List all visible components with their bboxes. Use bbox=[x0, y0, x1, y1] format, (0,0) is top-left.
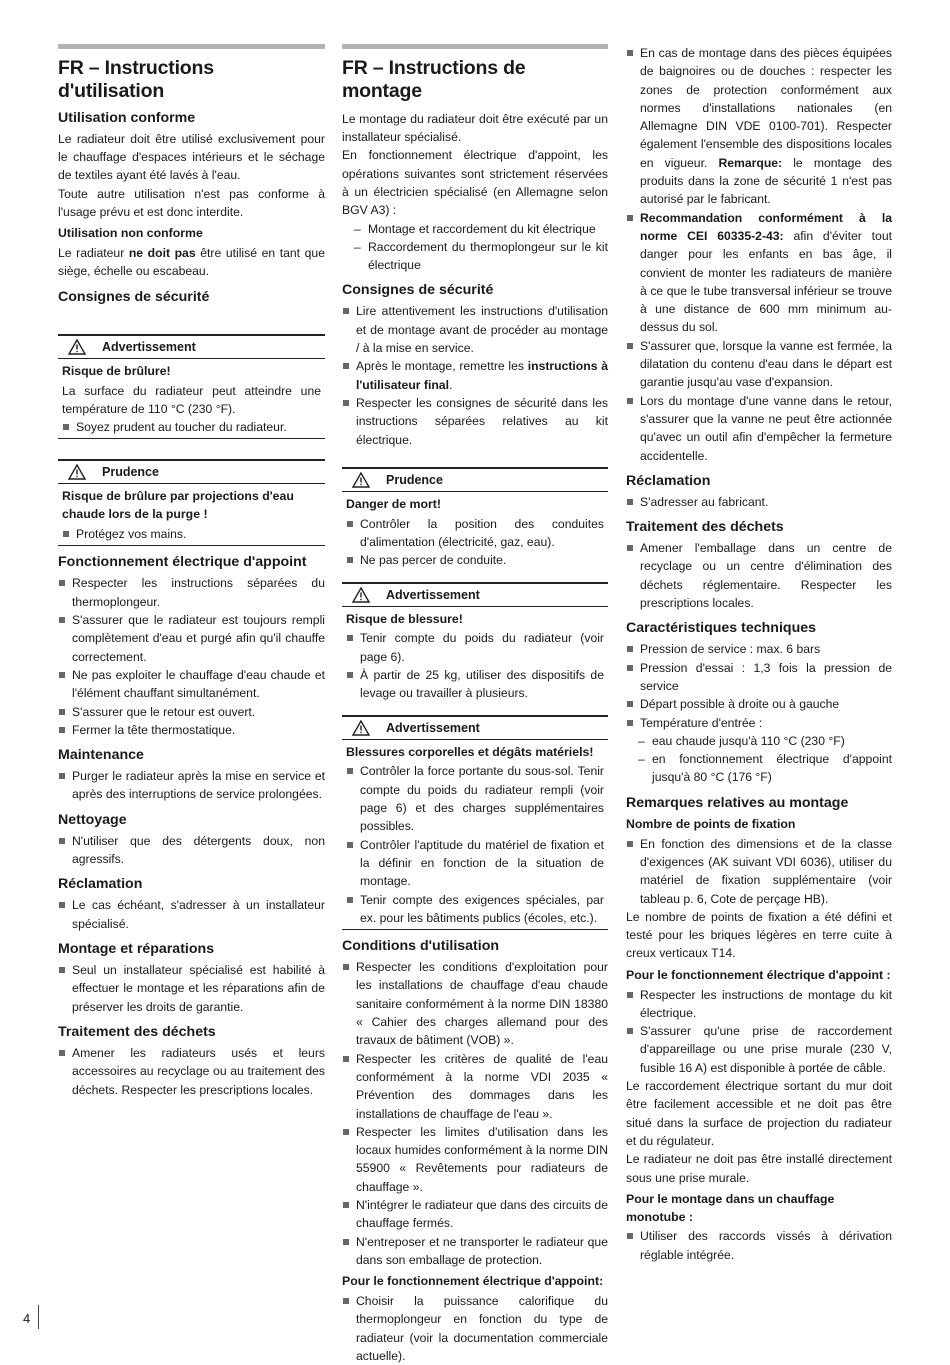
list-item bbox=[626, 44, 892, 209]
heading-claim: Réclamation bbox=[626, 472, 711, 489]
list-item: – Raccordement du thermoplongeur sur le kit électrique bbox=[342, 238, 608, 275]
warning-heading: Risque de brûlure! bbox=[62, 363, 171, 378]
list-item: Contrôler la force portante du sous-sol. Tenir compte du poids du radiateur rempli (voir page 6) et des charges supplémentaires possibles. bbox=[346, 762, 604, 835]
list-item: Protégez vos mains. bbox=[62, 525, 321, 543]
list-mounting-notes bbox=[626, 44, 892, 465]
list-electric bbox=[58, 574, 325, 739]
text: . bbox=[448, 377, 453, 392]
heading-safety: Consignes de sécurité bbox=[342, 282, 494, 299]
list-item: S'assurer que le radiateur est toujours rempli complètement d'eau et purgé afin qu'il chauffe correctement. bbox=[58, 611, 325, 666]
subheading-nonconform: Utilisation non conforme bbox=[58, 226, 203, 241]
list-item: Le cas échéant, s'adresser à un installateur spécialisé. bbox=[58, 896, 325, 933]
text: Après le montage, remettre les bbox=[356, 359, 528, 374]
list-item: Contrôler la position des conduites d'alimentation (électricité, gaz, eau). bbox=[346, 515, 604, 552]
caution-header bbox=[342, 469, 608, 492]
warning-title: Advertissement bbox=[102, 339, 196, 354]
paragraph: Toute autre utilisation n'est pas conforme à l'usage prévu et est donc interdite. bbox=[58, 186, 325, 219]
list-item: Respecter les instructions de montage du kit électrique. bbox=[626, 986, 892, 1023]
bold-text: instructions à l'utilisateur final bbox=[356, 359, 608, 392]
warning-triangle-icon bbox=[342, 472, 380, 488]
text: En cas de montage dans des pièces équipées de baignoires ou de douches : respecter les zones de protection conformément aux normes d'installations nationales (en Allemagne DIN VDE 0100-701). Respecter également l'ensemble des dispositions locales en vigueur. bbox=[640, 46, 892, 170]
warning-heading: Risque de blessure! bbox=[346, 611, 463, 626]
caution-box bbox=[342, 467, 608, 572]
list-item: Ne pas exploiter le chauffage d'eau chaude et l'élément chauffant simultanément. bbox=[58, 666, 325, 703]
list-item: Respecter les consignes de sécurité dans les instructions séparées relatives au kit électrique. bbox=[342, 394, 608, 449]
list-item: – Montage et raccordement du kit électrique bbox=[342, 220, 608, 238]
paragraph: En fonctionnement électrique d'appoint, les opérations suivantes sont strictement réservées à un électricien spécialisé (en Allemagne selon BGV A3) : bbox=[342, 148, 608, 218]
warning-text: La surface du radiateur peut atteindre une température de 110 °C (230 °F). bbox=[62, 383, 321, 416]
paragraph: Le nombre de points de fixation a été défini et testé pour les briques légères en terre cuite à creux verticaux T14. bbox=[626, 909, 892, 961]
section-title: FR – Instructions d'utilisation bbox=[58, 57, 214, 103]
list-item: Pression de service : max. 6 bars bbox=[626, 640, 892, 658]
text: afin d'éviter tout danger pour les enfants en bas âge, il convient de monter les radiateurs de manière à ce que le tube transversal inférieur se trouve à une distance de 600 mm minimum au-dessus du sol. bbox=[640, 228, 892, 335]
heading-cleaning: Nettoyage bbox=[58, 811, 127, 828]
list-item bbox=[342, 357, 608, 394]
list-item: Température d'entrée : bbox=[626, 714, 892, 732]
caution-box bbox=[58, 459, 325, 546]
list-item: S'adresser au fabricant. bbox=[626, 493, 892, 511]
list-item: Tenir compte des exigences spéciales, par ex. pour les bâtiments publics (écoles, etc.). bbox=[346, 891, 604, 928]
list-item: N'utiliser que des détergents doux, non agressifs. bbox=[58, 832, 325, 869]
list-item: Fermer la tête thermostatique. bbox=[58, 721, 325, 739]
warning-box bbox=[342, 715, 608, 931]
heading-conditions: Conditions d'utilisation bbox=[342, 938, 500, 955]
subheading-electric: Pour le fonctionnement électrique d'appoint : bbox=[626, 967, 891, 982]
heading-mounting-repairs: Montage et réparations bbox=[58, 941, 215, 957]
heading-maintenance: Maintenance bbox=[58, 747, 144, 764]
subheading-electric: Pour le fonctionnement électrique d'appoint: bbox=[342, 1274, 604, 1289]
warning-triangle-icon bbox=[58, 339, 96, 355]
warning-body bbox=[342, 607, 608, 705]
text: être utilisé en tant que siège, échelle ou escabeau. bbox=[58, 246, 325, 279]
warning-title: Advertissement bbox=[386, 587, 480, 602]
paragraph: Le radiateur doit être utilisé exclusivement pour le chauffage d'espaces intérieurs et le séchage de textiles ayant été lavés à l'eau. bbox=[58, 131, 325, 183]
list-item: Pression d'essai : 1,3 fois la pression de service bbox=[626, 659, 892, 696]
list-safety bbox=[342, 302, 608, 448]
list-item: Lire attentivement les instructions d'utilisation et de montage avant de procéder au montage / à la mise en service. bbox=[342, 302, 608, 357]
caution-header bbox=[58, 461, 325, 484]
list-item: Amener les radiateurs usés et leurs accessoires au recyclage ou au traitement des déchets. Respecter les prescriptions locales. bbox=[58, 1044, 325, 1099]
column-mounting-instructions bbox=[342, 44, 608, 1365]
page-number: 4 bbox=[23, 1311, 31, 1326]
bold-text: Remarque: bbox=[718, 155, 783, 170]
warning-heading: Blessures corporelles et dégâts matériels! bbox=[346, 744, 594, 759]
list-item: Choisir la puissance calorifique du thermoplongeur en fonction du type de radiateur (voir la documentation commerciale actuelle). bbox=[342, 1292, 608, 1365]
list-item: Respecter les critères de qualité de l'eau conformément à la norme VDI 2035 « Prévention des dommages dans les installations de chauffage de l'eau ». bbox=[342, 1050, 608, 1123]
warning-header bbox=[342, 584, 608, 607]
bold-text: Recommandation conformément à la norme CEI 60335-2-43: bbox=[640, 210, 892, 243]
dash-list bbox=[342, 220, 608, 275]
heading-electric: Fonctionnement électrique d'appoint bbox=[58, 554, 307, 571]
heading-safety: Consignes de sécurité bbox=[58, 288, 210, 305]
heading-waste: Traitement des déchets bbox=[626, 519, 784, 536]
warning-header bbox=[58, 336, 325, 359]
warning-box bbox=[58, 334, 325, 440]
paragraph: Le montage du radiateur doit être exécuté par un installateur spécialisé. bbox=[342, 111, 608, 145]
caution-body bbox=[342, 492, 608, 572]
warning-triangle-icon bbox=[342, 720, 380, 736]
heading-waste: Traitement des déchets bbox=[58, 1023, 216, 1040]
subheading-fixing-points: Nombre de points de fixation bbox=[626, 816, 796, 831]
warning-body bbox=[58, 359, 325, 440]
list-item: – en fonctionnement électrique d'appoint jusqu'à 80 °C (176 °F) bbox=[626, 750, 892, 787]
page-number-divider bbox=[38, 1305, 39, 1329]
list-conditions bbox=[342, 958, 608, 1269]
list-item: Ne pas percer de conduite. bbox=[346, 551, 604, 569]
subheading-monotube: Pour le montage dans un chauffage monotube : bbox=[626, 1191, 835, 1224]
list-item: Respecter les conditions d'exploitation pour les installations de chauffage d'eau chaude sanitaire conformément à la norme DIN 18380 « Cahier des charges allemand pour des travaux de bâtiment (VOB) ». bbox=[342, 958, 608, 1049]
warning-title: Advertissement bbox=[386, 720, 480, 735]
heading-usage: Utilisation conforme bbox=[58, 109, 196, 126]
caution-title: Prudence bbox=[102, 465, 159, 480]
warning-triangle-icon bbox=[58, 464, 96, 480]
list-item: Lors du montage d'une vanne dans le retour, s'assurer que la vanne ne peut être actionnée qu'avec un outil afin d'empêcher la fermeture accidentelle. bbox=[626, 392, 892, 465]
list-item: – eau chaude jusqu'à 110 °C (230 °F) bbox=[626, 732, 892, 750]
list-item: Purger le radiateur après la mise en service et après des interruptions de service prolongées. bbox=[58, 767, 325, 804]
list-item: S'assurer que le retour est ouvert. bbox=[58, 703, 325, 721]
warning-triangle-icon bbox=[342, 587, 380, 603]
section-title: FR – Instructions de montage bbox=[342, 57, 526, 103]
caution-body bbox=[58, 484, 325, 546]
list-item: S'assurer que, lorsque la vanne est fermée, la dilatation du contenu d'eau dans le départ est garantie jusqu'au vase d'expansion. bbox=[626, 337, 892, 392]
list-item: Tenir compte du poids du radiateur (voir page 6). bbox=[346, 629, 604, 666]
caution-heading: Danger de mort! bbox=[346, 496, 441, 511]
list-item: En fonction des dimensions et de la classe d'exigences (AK suivant VDI 6036), utiliser du matériel de fixation supplémentaire (voir tableau p. 6, Cote de perçage HB). bbox=[626, 835, 892, 908]
list-item: Respecter les instructions séparées du thermoplongeur. bbox=[58, 574, 325, 611]
heading-remarks: Remarques relatives au montage bbox=[626, 794, 849, 811]
bold-text: ne doit pas bbox=[128, 246, 196, 261]
text: Le radiateur bbox=[58, 246, 129, 261]
column-mounting-continued bbox=[626, 44, 892, 1264]
caution-heading: Risque de brûlure par projections d'eau chaude lors de la purge ! bbox=[62, 489, 294, 522]
list-item: S'assurer qu'une prise de raccordement d'appareillage ou une prise murale (230 V, fusible 16 A) est disponible à portée de câble. bbox=[626, 1022, 892, 1077]
warning-box bbox=[342, 582, 608, 705]
list-item: Utiliser des raccords vissés à dérivation réglable intégrée. bbox=[626, 1227, 892, 1264]
column-usage-instructions bbox=[58, 44, 325, 1099]
list-item: N'entreposer et ne transporter le radiateur que dans son emballage de protection. bbox=[342, 1233, 608, 1270]
list-item: Seul un installateur spécialisé est habilité à effectuer le montage et les réparations afin de préserver les droits de garantie. bbox=[58, 961, 325, 1016]
paragraph: Le raccordement électrique sortant du mur doit être facilement accessible et ne doit pas être situé dans la surface de projection du radiateur et du régulateur. bbox=[626, 1079, 892, 1148]
warning-header bbox=[342, 717, 608, 740]
list-item: Contrôler l'aptitude du matériel de fixation et la définir en fonction de la situation de montage. bbox=[346, 836, 604, 891]
list-item: Soyez prudent au toucher du radiateur. bbox=[62, 418, 321, 436]
header-bar bbox=[342, 44, 608, 49]
warning-body bbox=[342, 740, 608, 931]
caution-title: Prudence bbox=[386, 472, 443, 487]
heading-claim: Réclamation bbox=[58, 876, 143, 893]
list-item: N'intégrer le radiateur que dans des circuits de chauffage fermés. bbox=[342, 1196, 608, 1233]
paragraph-nonconform bbox=[58, 244, 325, 281]
list-item: À partir de 25 kg, utiliser des dispositifs de levage ou travailler à plusieurs. bbox=[346, 666, 604, 703]
text: le montage des produits dans la zone de sécurité 1 n'est pas autorisé par le fabricant. bbox=[640, 155, 892, 207]
paragraph: Le radiateur ne doit pas être installé directement sous une prise murale. bbox=[626, 1152, 892, 1185]
list-item: Respecter les limites d'utilisation dans les locaux humides conformément à la norme DIN 55900 « Revêtements pour radiateurs de chauffage ». bbox=[342, 1123, 608, 1196]
list-item bbox=[626, 209, 892, 337]
list-item: Départ possible à droite ou à gauche bbox=[626, 695, 892, 713]
header-bar bbox=[58, 44, 325, 49]
list-technical bbox=[626, 640, 892, 786]
list-item: Amener l'emballage dans un centre de recyclage ou un centre d'élimination des déchets réglementaire. Respecter les prescriptions locales. bbox=[626, 539, 892, 612]
heading-technical: Caractéristiques techniques bbox=[626, 620, 817, 637]
